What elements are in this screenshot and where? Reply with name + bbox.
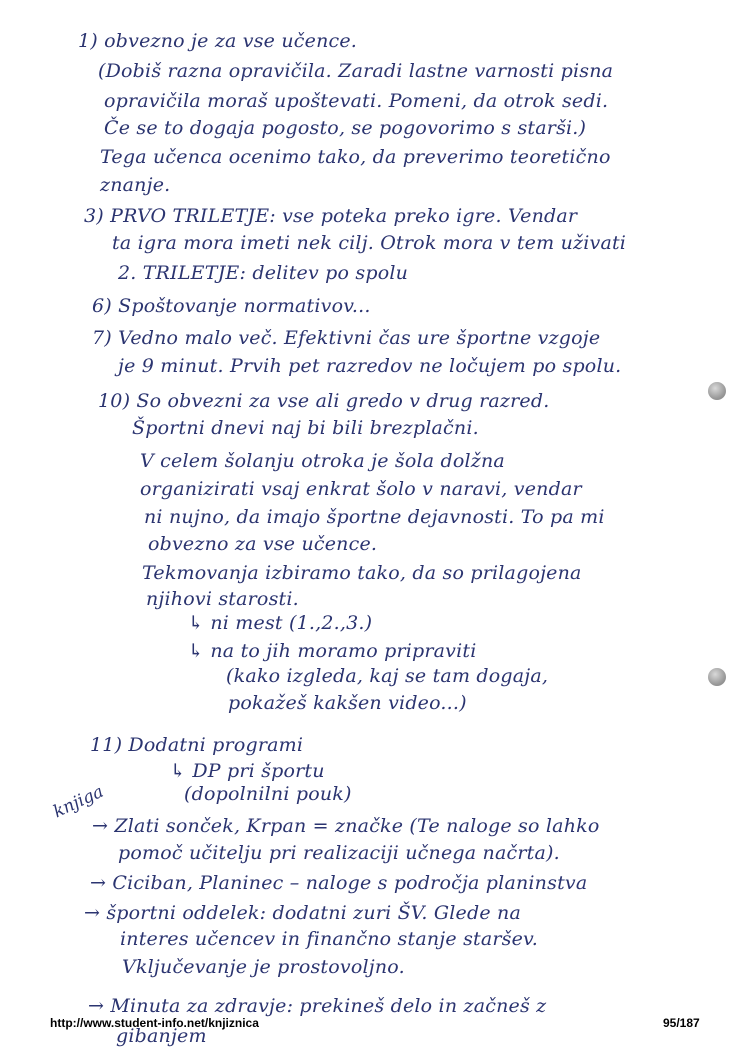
text-line: njihovi starosti. (146, 588, 299, 610)
text-line: je 9 minut. Prvih pet razredov ne ločujem po spolu. (118, 355, 622, 377)
text-line: gibanjem (116, 1025, 207, 1047)
punch-hole (708, 668, 726, 686)
text-line: interes učencev in finančno stanje staršev. (120, 928, 538, 950)
text-line: 7) Vedno malo več. Efektivni čas ure športne vzgoje (92, 327, 601, 349)
text-line: Športni dnevi naj bi bili brezplačni. (132, 417, 479, 439)
text-line: ta igra mora imeti nek cilj. Otrok mora v tem uživati (112, 232, 627, 254)
margin-note: knjiga (50, 781, 107, 823)
text-line: → Minuta za zdravje: prekineš delo in začneš z (88, 995, 547, 1017)
text-line: Tekmovanja izbiramo tako, da so prilagojena (142, 562, 582, 584)
text-line: ni nujno, da imajo športne dejavnosti. To pa mi (144, 506, 605, 528)
page-number: 95/187 (663, 1016, 700, 1030)
text-line: V celem šolanju otroka je šola dolžna (140, 450, 505, 472)
text-line: 3) PRVO TRILETJE: vse poteka preko igre. Vendar (84, 205, 578, 227)
text-line: (dopolnilni pouk) (184, 783, 352, 805)
text-line: opravičila moraš upoštevati. Pomeni, da otrok sedi. (104, 90, 609, 112)
text-line: 11) Dodatni programi (90, 734, 304, 756)
text-line: 6) Spoštovanje normativov... (92, 295, 371, 317)
text-line: → Ciciban, Planinec – naloge s področja planinstva (90, 872, 588, 894)
text-line: ↳ DP pri športu (170, 760, 325, 782)
punch-hole (708, 382, 726, 400)
text-line: znanje. (100, 174, 171, 196)
text-line: Vključevanje je prostovoljno. (122, 956, 405, 978)
text-line: → Zlati sonček, Krpan = značke (Te naloge so lahko (92, 815, 600, 837)
text-line: (Dobiš razna opravičila. Zaradi lastne varnosti pisna (98, 60, 614, 82)
text-line: Tega učenca ocenimo tako, da preverimo teoretično (100, 146, 611, 168)
footer-url: http://www.student-info.net/knjiznica (50, 1016, 259, 1030)
text-line: 2. TRILETJE: delitev po spolu (118, 262, 409, 284)
text-line: 10) So obvezni za vse ali gredo v drug razred. (98, 390, 550, 412)
text-line: → športni oddelek: dodatni zuri ŠV. Glede na (84, 902, 521, 924)
text-line: (kako izgleda, kaj se tam dogaja, (226, 665, 549, 687)
text-line: Če se to dogaja pogosto, se pogovorimo s starši.) (104, 117, 587, 139)
text-line: ↳ na to jih moramo pripraviti (188, 640, 477, 662)
text-line: pokažeš kakšen video...) (228, 692, 467, 714)
text-line: 1) obvezno je za vse učence. (78, 30, 358, 52)
text-line: obvezno za vse učence. (148, 533, 378, 555)
text-line: ↳ ni mest (1.,2.,3.) (188, 612, 373, 634)
text-line: pomoč učitelju pri realizaciji učnega načrta). (118, 842, 560, 864)
text-line: organizirati vsaj enkrat šolo v naravi, vendar (140, 478, 582, 500)
